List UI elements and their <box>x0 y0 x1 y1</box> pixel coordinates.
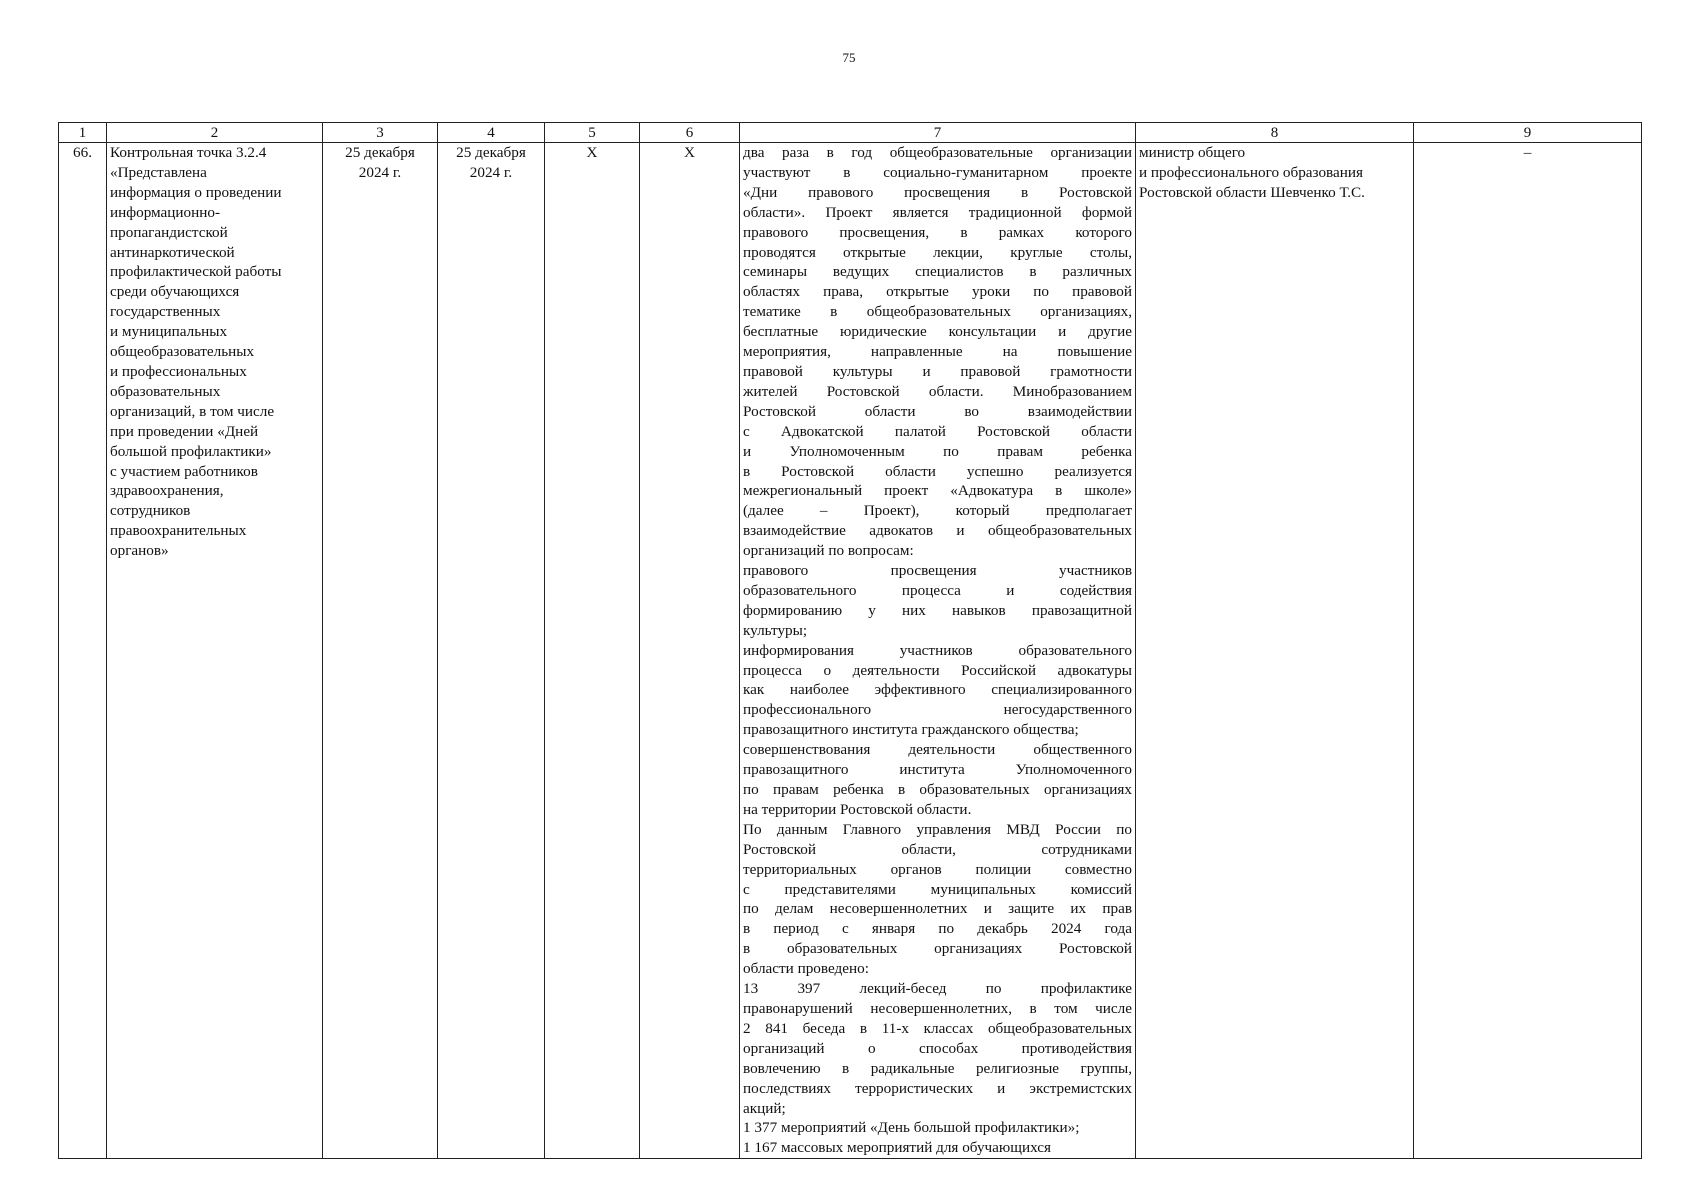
status-line: территориальных органов полиции совместно <box>743 860 1132 878</box>
status-line: совершенствования деятельности общественного <box>743 741 1132 759</box>
date-line: 25 декабря <box>345 144 415 161</box>
table-row <box>59 143 1642 1159</box>
status-line: семинары ведущих специалистов в различных <box>743 263 1132 281</box>
header-cell: 8 <box>1136 123 1414 143</box>
text-line: общеобразовательных <box>110 343 255 361</box>
status-line: формированию у них навыков правозащитной <box>743 601 1132 619</box>
status-line: два раза в год общеобразовательные организации <box>743 144 1132 161</box>
row-number: 66. <box>59 143 107 1159</box>
text-line: образовательных <box>110 382 221 400</box>
planned-date <box>323 143 438 1159</box>
status-line: 2 841 беседа в 11-х классах общеобразовательных <box>743 1019 1132 1037</box>
text-line: государственных <box>110 303 221 321</box>
text-line: и муниципальных <box>110 323 228 341</box>
status-line: 1 167 массовых мероприятий для обучающихся <box>743 1139 1051 1157</box>
status-line: процесса о деятельности Российской адвокатуры <box>743 661 1132 679</box>
status-line: культуры; <box>743 621 808 639</box>
status-line: жителей Ростовской области. Минобразованием <box>743 382 1132 400</box>
responsible-person <box>1136 143 1414 1159</box>
header-cell: 4 <box>438 123 545 143</box>
header-cell: 3 <box>323 123 438 143</box>
status-line: проводятся открытые лекции, круглые столы, <box>743 243 1132 261</box>
status-line: Ростовской области во взаимодействии <box>743 402 1132 420</box>
status-line: с представителями муниципальных комиссий <box>743 880 1132 898</box>
header-cell: 6 <box>640 123 740 143</box>
text-line: сотрудников <box>110 502 191 520</box>
text-line: пропагандистской <box>110 223 228 241</box>
text-line: информационно- <box>110 203 221 221</box>
status-text <box>740 143 1136 1159</box>
status-line: по делам несовершеннолетних и защите их прав <box>743 900 1132 918</box>
status-line: на территории Ростовской области. <box>743 800 972 818</box>
status-line: информирования участников образовательного <box>743 641 1132 659</box>
header-cell: 5 <box>545 123 640 143</box>
status-line: вовлечению в радикальные религиозные группы, <box>743 1059 1132 1077</box>
header-cell: 9 <box>1414 123 1642 143</box>
status-line: участвуют в социально-гуманитарном проекте <box>743 163 1132 181</box>
status-line: правонарушений несовершеннолетних, в том числе <box>743 999 1132 1017</box>
status-line: По данным Главного управления МВД России по <box>743 820 1132 838</box>
report-table <box>58 122 1642 1159</box>
status-line: по правам ребенка в образовательных организациях <box>743 781 1132 798</box>
status-line: правозащитного института гражданского общества; <box>743 721 1079 739</box>
status-line: межрегиональный проект «Адвокатура в школе» <box>743 482 1132 500</box>
control-point-description <box>107 143 323 1159</box>
status-line: как наиболее эффективного специализированного <box>743 681 1132 699</box>
column-9-value: – <box>1414 143 1642 1159</box>
text-line: правоохранительных <box>110 522 247 540</box>
text-line: министр общего <box>1139 144 1246 161</box>
status-line: и Уполномоченным по правам ребенка <box>743 442 1132 460</box>
text-line: и профессионального образования <box>1139 163 1363 181</box>
text-line: и профессиональных <box>110 362 247 380</box>
column-5-value: X <box>545 143 640 1159</box>
text-line: при проведении «Дней <box>110 422 259 440</box>
status-line: организаций по вопросам: <box>743 542 914 560</box>
status-line: Ростовской области, сотрудниками <box>743 840 1132 858</box>
text-line: информация о проведении <box>110 183 282 201</box>
text-line: большой профилактики» <box>110 442 272 460</box>
header-row <box>59 123 1642 143</box>
status-line: бесплатные юридические консультации и другие <box>743 323 1132 341</box>
status-line: области проведено: <box>743 960 869 978</box>
status-line: правового просвещения, в рамках которого <box>743 223 1132 241</box>
header-cell: 2 <box>107 123 323 143</box>
status-line: области». Проект является традиционной формой <box>743 203 1132 221</box>
text-line: Ростовской области Шевченко Т.С. <box>1139 183 1365 201</box>
status-line: тематике в общеобразовательных организациях, <box>743 303 1132 321</box>
status-line: в Ростовской области успешно реализуется <box>743 462 1132 480</box>
actual-date <box>438 143 545 1159</box>
text-line: среди обучающихся <box>110 283 240 301</box>
header-cell: 1 <box>59 123 107 143</box>
text-line: профилактической работы <box>110 263 282 281</box>
date-line: 25 декабря <box>456 144 526 161</box>
date-line: 2024 г. <box>358 163 402 181</box>
text-line: Контрольная точка 3.2.4 <box>110 144 267 161</box>
status-line: взаимодействие адвокатов и общеобразовательных <box>743 522 1132 540</box>
status-line: в образовательных организациях Ростовской <box>743 940 1132 958</box>
status-line: профессионального негосударственного <box>743 701 1132 719</box>
date-line: 2024 г. <box>469 163 513 181</box>
status-line: акций; <box>743 1099 786 1117</box>
status-line: правовой культуры и правовой грамотности <box>743 362 1132 380</box>
status-line: мероприятия, направленные на повышение <box>743 343 1132 361</box>
column-6-value: X <box>640 143 740 1159</box>
status-line: (далее – Проект), который предполагает <box>743 502 1132 520</box>
status-line: образовательного процесса и содействия <box>743 581 1132 599</box>
text-line: с участием работников <box>110 462 258 480</box>
header-cell: 7 <box>740 123 1136 143</box>
status-line: правового просвещения участников <box>743 562 1132 580</box>
page-number: 75 <box>842 50 856 65</box>
status-line: правозащитного института Уполномоченного <box>743 761 1132 779</box>
text-line: «Представлена <box>110 163 207 181</box>
text-line: органов» <box>110 542 169 560</box>
status-line: областях права, открытые уроки по правовой <box>743 283 1132 301</box>
text-line: здравоохранения, <box>110 482 224 500</box>
status-line: в период с января по декабрь 2024 года <box>743 920 1132 938</box>
status-line: 1 377 мероприятий «День большой профилактики»; <box>743 1119 1080 1137</box>
status-line: последствиях террористических и экстремистских <box>743 1079 1132 1097</box>
text-line: антинаркотической <box>110 243 235 261</box>
status-line: «Дни правового просвещения в Ростовской <box>743 183 1132 201</box>
text-line: организаций, в том числе <box>110 402 275 420</box>
status-line: с Адвокатской палатой Ростовской области <box>743 422 1132 440</box>
status-line: 13 397 лекций-бесед по профилактике <box>743 980 1132 998</box>
status-line: организаций о способах противодействия <box>743 1039 1132 1057</box>
